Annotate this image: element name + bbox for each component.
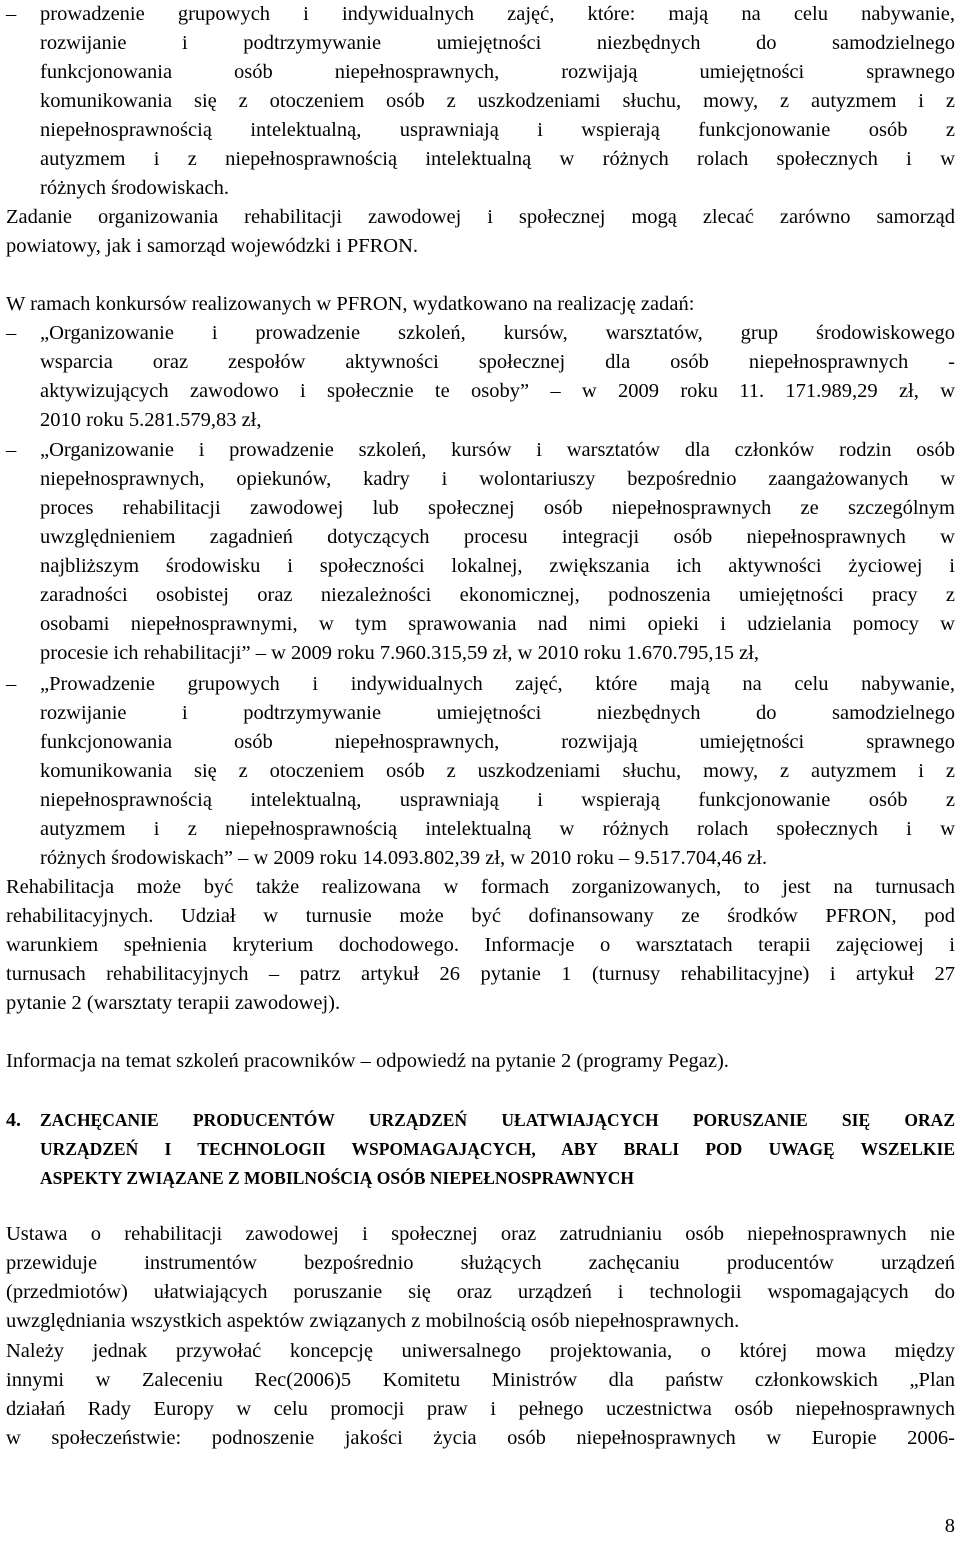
text-line: wsparcia oraz zespołów aktywności społecznej dla osób niepełnosprawnych - bbox=[40, 351, 955, 373]
text-line: „Prowadzenie grupowych i indywidualnych zajęć, które mają na celu nabywanie, bbox=[40, 673, 955, 695]
text-line: aktywizujących zawodowo i społecznie te osoby” – w 2009 roku 11. 171.989,29 zł, w bbox=[40, 380, 955, 402]
heading-line: ASPEKTY ZWIĄZANE Z MOBILNOŚCIĄ OSÓB NIEPEŁNOSPRAWNYCH bbox=[40, 1168, 634, 1188]
text-line: turnusach rehabilitacyjnych – patrz artykuł 26 pytanie 1 (turnusy rehabilitacyjne) i artykuł 27 bbox=[6, 963, 955, 985]
text-line: najbliższym środowisku i społeczności lokalnej, zwiększania ich aktywności życiowej i bbox=[40, 555, 955, 577]
text-line: Rehabilitacja może być także realizowana w formach zorganizowanych, to jest na turnusach bbox=[6, 876, 955, 898]
text-line: rozwijanie i podtrzymywanie umiejętności niezbędnych do samodzielnego bbox=[40, 32, 955, 54]
text-line: proces rehabilitacji zawodowej lub społecznej osób niepełnosprawnych ze szczególnym bbox=[40, 497, 955, 519]
text-line: komunikowania się z otoczeniem osób z uszkodzeniami słuchu, mowy, z autyzmem i z bbox=[40, 90, 955, 112]
text-line: autyzmem i z niepełnosprawnością intelektualną w różnych rolach społecznych i w bbox=[40, 148, 955, 170]
paragraph-intro: W ramach konkursów realizowanych w PFRON, wydatkowano na realizację zadań: bbox=[6, 293, 695, 315]
text-line: uwzględnieniem zagadnień dotyczących procesu integracji osób niepełnosprawnych w bbox=[40, 526, 955, 548]
text-line: niepełnosprawnością intelektualną, usprawniają i wspierają funkcjonowanie osób z bbox=[40, 119, 955, 141]
heading-line: ZACHĘCANIE PRODUCENTÓW URZĄDZEŃ UŁATWIAJĄCYCH PORUSZANIE SIĘ ORAZ bbox=[40, 1110, 955, 1130]
bullet-dash: – bbox=[6, 322, 17, 344]
text-line: Należy jednak przywołać koncepcję uniwersalnego projektowania, o której mowa między bbox=[6, 1340, 955, 1362]
text-line: „Organizowanie i prowadzenie szkoleń, kursów i warsztatów dla członków rodzin osób bbox=[40, 439, 955, 461]
text-line: powiatowy, jak i samorząd wojewódzki i PFRON. bbox=[6, 235, 419, 257]
heading-line: URZĄDZEŃ I TECHNOLOGII WSPOMAGAJĄCYCH, ABY BRALI POD UWAGĘ WSZELKIE bbox=[40, 1139, 955, 1159]
text-line: funkcjonowania osób niepełnosprawnych, rozwijają umiejętności sprawnego bbox=[40, 731, 955, 753]
text-line: przewiduje instrumentów bezpośrednio służących zachęcaniu producentów urządzeń bbox=[6, 1252, 955, 1274]
text-line: „Organizowanie i prowadzenie szkoleń, kursów, warsztatów, grup środowiskowego bbox=[40, 322, 955, 344]
text-line: niepełnosprawnych, opiekunów, kadry i wolontariuszy bezpośrednio zaangażowanych w bbox=[40, 468, 955, 490]
text-line: Zadanie organizowania rehabilitacji zawodowej i społecznej mogą zlecać zarówno samorząd bbox=[6, 206, 955, 228]
text-line: w społeczeństwie: podnoszenie jakości życia osób niepełnosprawnych w Europie 2006- bbox=[6, 1427, 955, 1449]
bullet-dash: – bbox=[6, 439, 17, 461]
text-line: osobami niepełnosprawnymi, w tym sprawowania nad nimi opieki i udzielania pomocy w bbox=[40, 613, 955, 635]
text-line: różnych środowiskach. bbox=[40, 177, 230, 199]
text-line: (przedmiotów) ułatwiających poruszanie się oraz urządzeń i technologii wspomagających do bbox=[6, 1281, 955, 1303]
text-line: zaradności osobistej oraz niezależności ekonomicznej, podnoszenia umiejętności pracy z bbox=[40, 584, 955, 606]
text-line: funkcjonowania osób niepełnosprawnych, rozwijają umiejętności sprawnego bbox=[40, 61, 955, 83]
text-line: działań Rady Europy w celu promocji praw i pełnego uczestnictwa osób niepełnosprawnych bbox=[6, 1398, 955, 1420]
text-line: niepełnosprawnością intelektualną, usprawniają i wspierają funkcjonowanie osób z bbox=[40, 789, 955, 811]
text-line: rozwijanie i podtrzymywanie umiejętności niezbędnych do samodzielnego bbox=[40, 702, 955, 724]
bullet-dash: – bbox=[6, 3, 17, 25]
text-line: 2010 roku 5.281.579,83 zł, bbox=[40, 409, 262, 431]
text-line: procesie ich rehabilitacji” – w 2009 roku 7.960.315,59 zł, w 2010 roku 1.670.795,15 zł, bbox=[40, 642, 760, 664]
text-line: innymi w Zaleceniu Rec(2006)5 Komitetu Ministrów dla państw członkowskich „Plan bbox=[6, 1369, 955, 1391]
text-line: prowadzenie grupowych i indywidualnych zajęć, które: mają na celu nabywanie, bbox=[40, 3, 955, 25]
text-line: różnych środowiskach” – w 2009 roku 14.093.802,39 zł, w 2010 roku – 9.517.704,46 zł. bbox=[40, 847, 768, 869]
text-line: warunkiem spełnienia kryterium dochodowego. Informacje o warsztatach terapii zajęciowej i bbox=[6, 934, 955, 956]
bullet-dash: – bbox=[6, 673, 17, 695]
text-line: rehabilitacyjnych. Udział w turnusie może być dofinansowany ze środków PFRON, pod bbox=[6, 905, 955, 927]
text-line: Ustawa o rehabilitacji zawodowej i społecznej oraz zatrudnianiu osób niepełnosprawnych nie bbox=[6, 1223, 955, 1245]
text-line: uwzględniania wszystkich aspektów związanych z mobilnością osób niepełnosprawnych. bbox=[6, 1310, 740, 1332]
text-line: komunikowania się z otoczeniem osób z uszkodzeniami słuchu, mowy, z autyzmem i z bbox=[40, 760, 955, 782]
page-number: 8 bbox=[944, 1515, 955, 1537]
text-line: pytanie 2 (warsztaty terapii zawodowej). bbox=[6, 992, 341, 1014]
section-number: 4. bbox=[6, 1109, 21, 1131]
paragraph-informacja: Informacja na temat szkoleń pracowników – odpowiedź na pytanie 2 (programy Pegaz). bbox=[6, 1050, 729, 1072]
text-line: autyzmem i z niepełnosprawnością intelektualną w różnych rolach społecznych i w bbox=[40, 818, 955, 840]
